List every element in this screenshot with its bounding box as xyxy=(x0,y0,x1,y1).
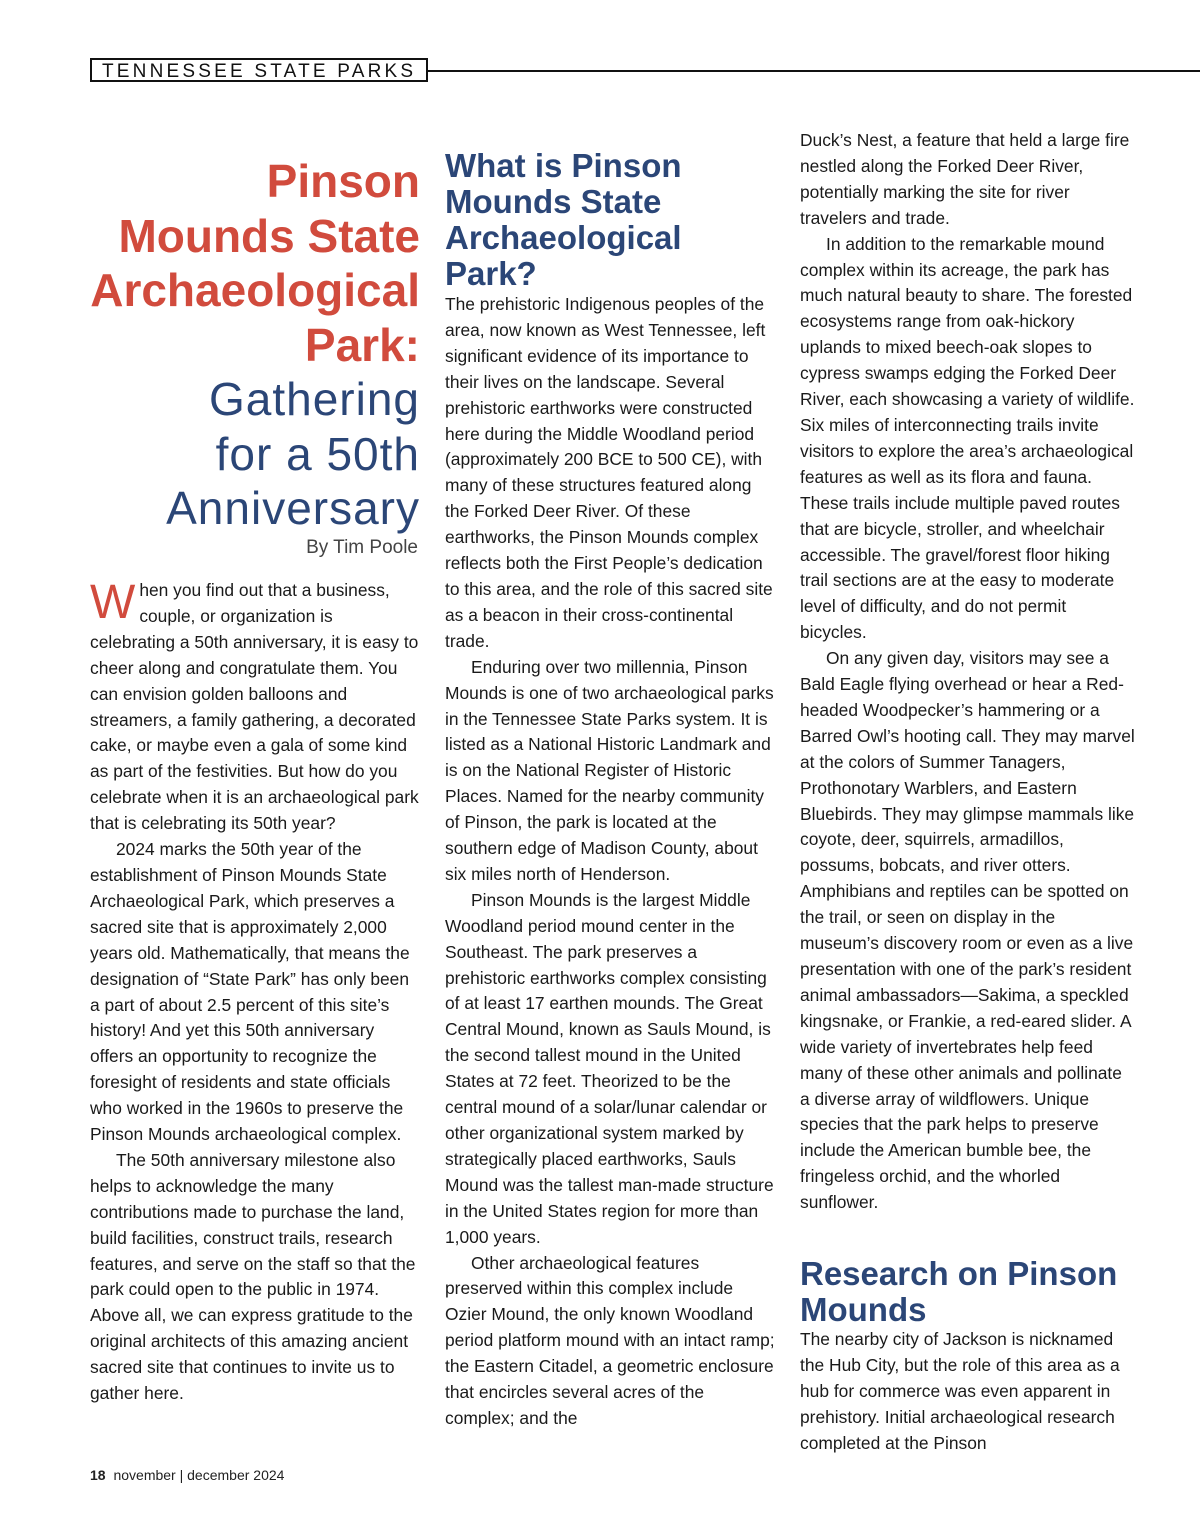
drop-cap: W xyxy=(90,576,136,629)
section-tag: TENNESSEE STATE PARKS xyxy=(90,58,428,82)
paragraph: On any given day, visitors may see a Bald Eagle flying overhead or hear a Red-headed Woodpecker’s hammering or a Barred Owl’s hooting call. They may marvel at the colors of Summer Tanagers, Prothonotary Warblers, and Eastern Bluebirds. They may glimpse mammals like coyote, deer, squirrels, armadillos, possums, bobcats, and river otters. Amphibians and reptiles can be spotted on the trail, or seen on display in the museum’s discovery room or even as a live presentation with one of the park’s resident animal ambassadors—Sakima, a speckled kingsnake, or Frankie, a red-eared slider. A wide variety of invertebrates help feed many of these other animals and pollinate a diverse array of wildflowers. Unique species that the park helps to preserve include the American bumble bee, the fringeless orchid, and the whorled sunflower. xyxy=(800,648,1135,1213)
paragraph: 2024 marks the 50th year of the establishment of Pinson Mounds State Archaeological Park, which preserves a sacred site that is approximately 2,000 years old. Mathematically, that means the designation of “State Park” has only been a part of about 2.5 percent of this site’s history! And yet this 50th anniversary offers an opportunity to recognize the foresight of residents and state officials who worked in the 1960s to preserve the Pinson Mounds archaeological complex. xyxy=(90,839,410,1145)
column-1-body xyxy=(90,578,420,1407)
title-line: Mounds State xyxy=(118,209,420,262)
column-3-body xyxy=(800,128,1135,1216)
subtitle-line: Gathering xyxy=(208,373,420,425)
article-title xyxy=(80,154,420,536)
section-heading: What is Pinson Mounds State Archaeological Park? xyxy=(445,147,682,292)
paragraph: Other archaeological features preserved within this complex include Ozier Mound, the only known Woodland period platform mound with an intact ramp; the Eastern Citadel, a geometric enclosure that encircles several acres of the complex; and the xyxy=(445,1252,775,1428)
subtitle-line: Anniversary xyxy=(166,482,420,534)
byline: By Tim Poole xyxy=(306,537,418,558)
title-line: Archaeological xyxy=(90,264,420,316)
page-number: 18 xyxy=(90,1467,106,1483)
title-line: Park: xyxy=(304,318,420,371)
page-footer xyxy=(90,1467,284,1483)
paragraph xyxy=(90,578,420,837)
issue-label: november | december 2024 xyxy=(113,1467,285,1483)
paragraph: The 50th anniversary milestone also helps to acknowledge the many contributions made to purchase the land, build facilities, construct trails, research features, and serve on the staff so that the park could open to the public in 1974. Above all, we can express gratitude to the original architects of this amazing ancient sacred site that continues to invite us to gather here. xyxy=(90,1149,416,1404)
paragraph: The prehistoric Indigenous peoples of the area, now known as West Tennessee, left significant evidence of its importance to their lives on the landscape. Several prehistoric earthworks were constructed here during the Middle Woodland period (approximately 200 BCE to 500 CE), with many of these structures featured along the Forked Deer River. Of these earthworks, the Pinson Mounds complex reflects both the First People’s dedication to this area, and the role of this sacred site as a beacon in their cross-continental trade. xyxy=(445,294,773,651)
subtitle-line: for a 50th xyxy=(215,427,420,480)
paragraph: In addition to the remarkable mound complex within its acreage, the park has much natural beauty to share. The forested ecosystems range from oak-hickory uplands to mixed beech-oak slopes to cypress swamps edging the Forked Deer River, each showcasing a variety of wildlife. Six miles of interconnecting trails invite visitors to explore the area’s archaeological features as well as its flora and fauna. These trails include multiple paved routes that are bicycle, stroller, and wheelchair accessible. The gravel/forest floor hiking trail sections are at the easy to moderate level of difficulty, and do not permit bicycles. xyxy=(800,233,1135,643)
column-3-body-continued xyxy=(800,1327,1135,1457)
column-2-body xyxy=(445,292,775,1432)
paragraph: The nearby city of Jackson is nicknamed the Hub City, but the role of this area as a hub for commerce was even apparent in prehistory. Initial archaeological research completed at the Pinson xyxy=(800,1329,1120,1453)
paragraph: Duck’s Nest, a feature that held a large fire nestled along the Forked Deer River, potentially marking the site for river travelers and trade. xyxy=(800,130,1130,228)
section-heading: Research on Pinson Mounds xyxy=(800,1255,1118,1328)
title-line: Pinson xyxy=(266,155,420,207)
paragraph: Pinson Mounds is the largest Middle Woodland period mound center in the Southeast. The park preserves a prehistoric earthworks complex consisting of at least 17 earthen mounds. The Great Central Mound, known as Sauls Mound, is the second tallest mound in the United States at 72 feet. Theorized to be the central mound of a solar/lunar calendar or other organizational system marked by strategically placed earthworks, Sauls Mound was the tallest man-made structure in the United States region for more than 1,000 years. xyxy=(445,889,774,1247)
paragraph: Enduring over two millennia, Pinson Mounds is one of two archaeological parks in the Tennessee State Parks system. It is listed as a National Historic Landmark and is on the National Register of Historic Places. Named for the nearby community of Pinson, the park is located at the southern edge of Madison County, about six miles north of Henderson. xyxy=(445,656,774,884)
paragraph-text: hen you find out that a business, couple, or organization is celebrating a 50th anniversary, it is easy to cheer along and congratulate them. You can envision golden balloons and streamers, a family gathering, a decorated cake, or maybe even a gala of some kind as part of the festivities. But how do you celebrate when it is an archaeological park that is celebrating its 50th year? xyxy=(90,580,419,834)
